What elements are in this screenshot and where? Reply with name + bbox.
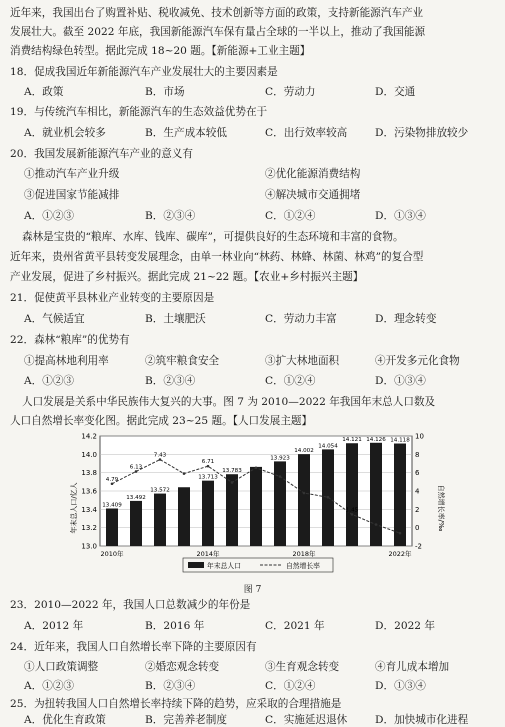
line-point	[231, 481, 234, 484]
line-point	[327, 496, 330, 499]
line-data-label: 1.45	[345, 507, 359, 514]
q24-option-c: C．①②④	[265, 680, 316, 692]
bar-population	[274, 461, 286, 546]
y-left-tick-label: 14.0	[81, 450, 97, 459]
q25-stem: 25．为扭转我国人口自然增长率持续下降的趋势，应采取的合理措施是	[10, 698, 342, 710]
q19-option-a: A．就业机会较多	[24, 127, 106, 139]
line-point	[279, 475, 282, 478]
bar-data-label: 14.002	[294, 448, 314, 455]
q18-option-c: C．劳动力	[265, 86, 316, 98]
bar-population	[130, 501, 142, 546]
bar-data-label: 14.121	[342, 437, 362, 444]
chart-legend	[183, 558, 333, 572]
y-axis-left-label: 年末总人口/亿人	[70, 482, 78, 534]
q18-stem: 18．促成我国近年新能源汽车产业发展壮大的主要因素是	[10, 66, 278, 78]
y-axis-right-label: 自然增长率/‰	[437, 484, 445, 532]
q24-item-1: ①人口政策调整	[24, 661, 99, 673]
chart-svg	[60, 430, 445, 580]
y-left-tick-label: 13.6	[81, 487, 97, 496]
bar-population	[346, 443, 358, 546]
line-point	[255, 467, 258, 470]
q20-item-4: ④解决城市交通拥堵	[265, 189, 361, 201]
q21-option-c: C．劳动力丰富	[265, 313, 337, 325]
y-left-tick-label: 13.2	[81, 524, 97, 533]
bar-population	[178, 487, 190, 546]
legend-bar-swatch	[188, 562, 204, 568]
passage1-line3: 消费结构绿色转型。据此完成 18~20 题。【新能源+工业主题】	[10, 45, 311, 57]
passage1-line2: 发展壮大。截至 2022 年底，我国新能源汽车保有量占全球的一半以上，推动了我国能源	[10, 26, 426, 38]
y-right-tick-label: 8	[415, 450, 420, 459]
y-left-tick-label: 13.4	[81, 505, 97, 514]
q24-option-d: D．①③④	[375, 680, 426, 692]
q18-option-a: A．政策	[24, 86, 64, 98]
q24-option-a: A．①②③	[24, 680, 75, 692]
q20-item-1: ①推动汽车产业升级	[24, 168, 120, 180]
q25-option-d: D．加快城市化进程	[375, 714, 469, 726]
q19-option-c: C．出行效率较高	[265, 127, 348, 139]
q18-option-b: B．市场	[145, 86, 185, 98]
line-data-label: 6.13	[129, 464, 143, 471]
q20-option-a: A．①②③	[24, 210, 75, 222]
bar-population	[226, 474, 238, 546]
y-right-tick-label: -2	[415, 542, 422, 551]
q21-option-b: B．土壤肥沃	[145, 313, 206, 325]
passage3-line1: 人口发展是关系中华民族伟大复兴的大事。图 7 为 2010—2022 年我国年末总人口数及	[22, 396, 436, 408]
q19-stem: 19．与传统汽车相比，新能源汽车的生态效益优势在于	[10, 106, 268, 118]
bar-population	[298, 454, 310, 546]
y-right-tick-label: 4	[415, 487, 420, 496]
q21-option-d: D．理念转变	[375, 313, 437, 325]
x-tick-label: 2022年	[388, 550, 412, 558]
line-point	[135, 470, 138, 473]
y-left-tick-label: 13.8	[81, 469, 97, 478]
q21-stem: 21．促使黄平县林业产业转变的主要原因是	[10, 292, 215, 304]
passage2-line2: 近年来，贵州省黄平县转变发展理念，由单一林业向“林药、林蜂、林菌、林鸡”的复合型	[10, 251, 424, 263]
q22-option-d: D．①③④	[375, 375, 426, 387]
q22-stem: 22．森林“粮库”的优势有	[10, 334, 130, 346]
passage3-line2: 人口自然增长率变化图。据此完成 23~25 题。【人口发展主题】	[10, 415, 313, 427]
q20-option-d: D．①③④	[375, 210, 426, 222]
bar-population	[202, 481, 214, 546]
q19-option-d: D．污染物排放较少	[375, 127, 469, 139]
passage1-line1: 近年来，我国出台了购置补贴、税收减免、技术创新等方面的政策，支持新能源汽车产业	[10, 7, 424, 19]
line-point	[351, 513, 354, 516]
q22-item-4: ④开发多元化食物	[375, 355, 460, 367]
line-point	[375, 523, 378, 526]
line-point	[207, 465, 210, 468]
line-data-label: 4.79	[105, 476, 119, 483]
y-right-tick-label: 6	[415, 469, 420, 478]
bar-data-label: 14.118	[390, 437, 410, 444]
bar-data-label: 13.783	[222, 468, 242, 475]
bar-data-label: 13.409	[102, 502, 122, 509]
bar-data-label: 14.054	[318, 443, 338, 450]
legend-bar-label: 年末总人口	[207, 562, 241, 570]
y-left-tick-label: 14.2	[81, 432, 97, 441]
q25-option-b: B．完善养老制度	[145, 714, 227, 726]
q22-item-2: ②筑牢粮食安全	[145, 355, 220, 367]
q20-option-b: B．②③④	[145, 210, 196, 222]
q20-stem: 20．我国发展新能源汽车产业的意义有	[10, 148, 193, 160]
bar-data-label: 13.923	[270, 455, 290, 462]
q20-option-c: C．①②④	[265, 210, 316, 222]
q22-option-b: B．②③④	[145, 375, 196, 387]
bar-population	[370, 443, 382, 546]
q20-item-3: ③促进国家节能减排	[24, 189, 120, 201]
y-right-tick-label: 2	[415, 505, 420, 514]
q25-option-c: C．实施延迟退休	[265, 714, 348, 726]
line-point	[399, 532, 402, 535]
q23-option-b: B．2016 年	[145, 620, 205, 632]
q22-item-1: ①提高林地利用率	[24, 355, 109, 367]
q19-option-b: B．生产成本较低	[145, 127, 227, 139]
q24-stem: 24．近年来，我国人口自然增长率下降的主要原因有	[10, 641, 257, 653]
passage2-line3: 产业发展，促进了乡村振兴。据此完成 21~22 题。【农业+乡村振兴主题】	[10, 271, 364, 283]
bar-data-label: 13.713	[198, 474, 218, 481]
line-data-label: 6.71	[201, 459, 215, 466]
y-right-tick-label: 10	[415, 432, 424, 441]
q23-option-d: D．2022 年	[375, 620, 436, 632]
passage2-line1: 森林是宝贵的“粮库、水库、钱库、碳库”，可提供良好的生态环境和丰富的食物。	[22, 231, 404, 243]
x-tick-label: 2014年	[196, 550, 220, 558]
q20-item-2: ②优化能源消费结构	[265, 168, 361, 180]
q21-option-a: A．气候适宜	[24, 313, 85, 325]
legend-line-label: 自然增长率	[286, 562, 320, 570]
x-tick-label: 2018年	[292, 550, 316, 558]
figure-7-chart	[60, 430, 445, 580]
q23-option-a: A．2012 年	[24, 620, 84, 632]
q24-option-b: B．②③④	[145, 680, 196, 692]
plot-area	[81, 433, 424, 559]
bar-population	[250, 467, 262, 546]
bar-data-label: 14.126	[366, 436, 386, 443]
q25-option-a: A．优化生育政策	[24, 714, 106, 726]
bar-population	[154, 494, 166, 546]
bar-population	[106, 509, 118, 546]
q24-item-4: ④育儿成本增加	[375, 661, 450, 673]
q22-item-3: ③扩大林地面积	[265, 355, 340, 367]
line-point	[303, 492, 306, 495]
bar-data-label: 13.492	[126, 494, 146, 501]
q24-item-2: ②婚恋观念转变	[145, 661, 220, 673]
q22-option-c: C．①②④	[265, 375, 316, 387]
bar-population	[394, 444, 406, 546]
y-left-tick-label: 13.0	[81, 542, 97, 551]
q18-option-d: D．交通	[375, 86, 416, 98]
line-point	[159, 458, 162, 461]
q23-stem: 23．2010—2022 年，我国人口总数减少的年份是	[10, 599, 251, 611]
bar-data-label: 13.572	[150, 487, 170, 494]
line-point	[111, 482, 114, 485]
figure-caption: 图 7	[243, 585, 262, 595]
q24-item-3: ③生育观念转变	[265, 661, 340, 673]
q23-option-c: C．2021 年	[265, 620, 325, 632]
line-point	[183, 472, 186, 475]
line-data-label: 7.43	[153, 452, 167, 459]
x-tick-label: 2010年	[100, 550, 124, 558]
y-right-tick-label: 0	[415, 524, 420, 533]
q22-option-a: A．①②③	[24, 375, 75, 387]
